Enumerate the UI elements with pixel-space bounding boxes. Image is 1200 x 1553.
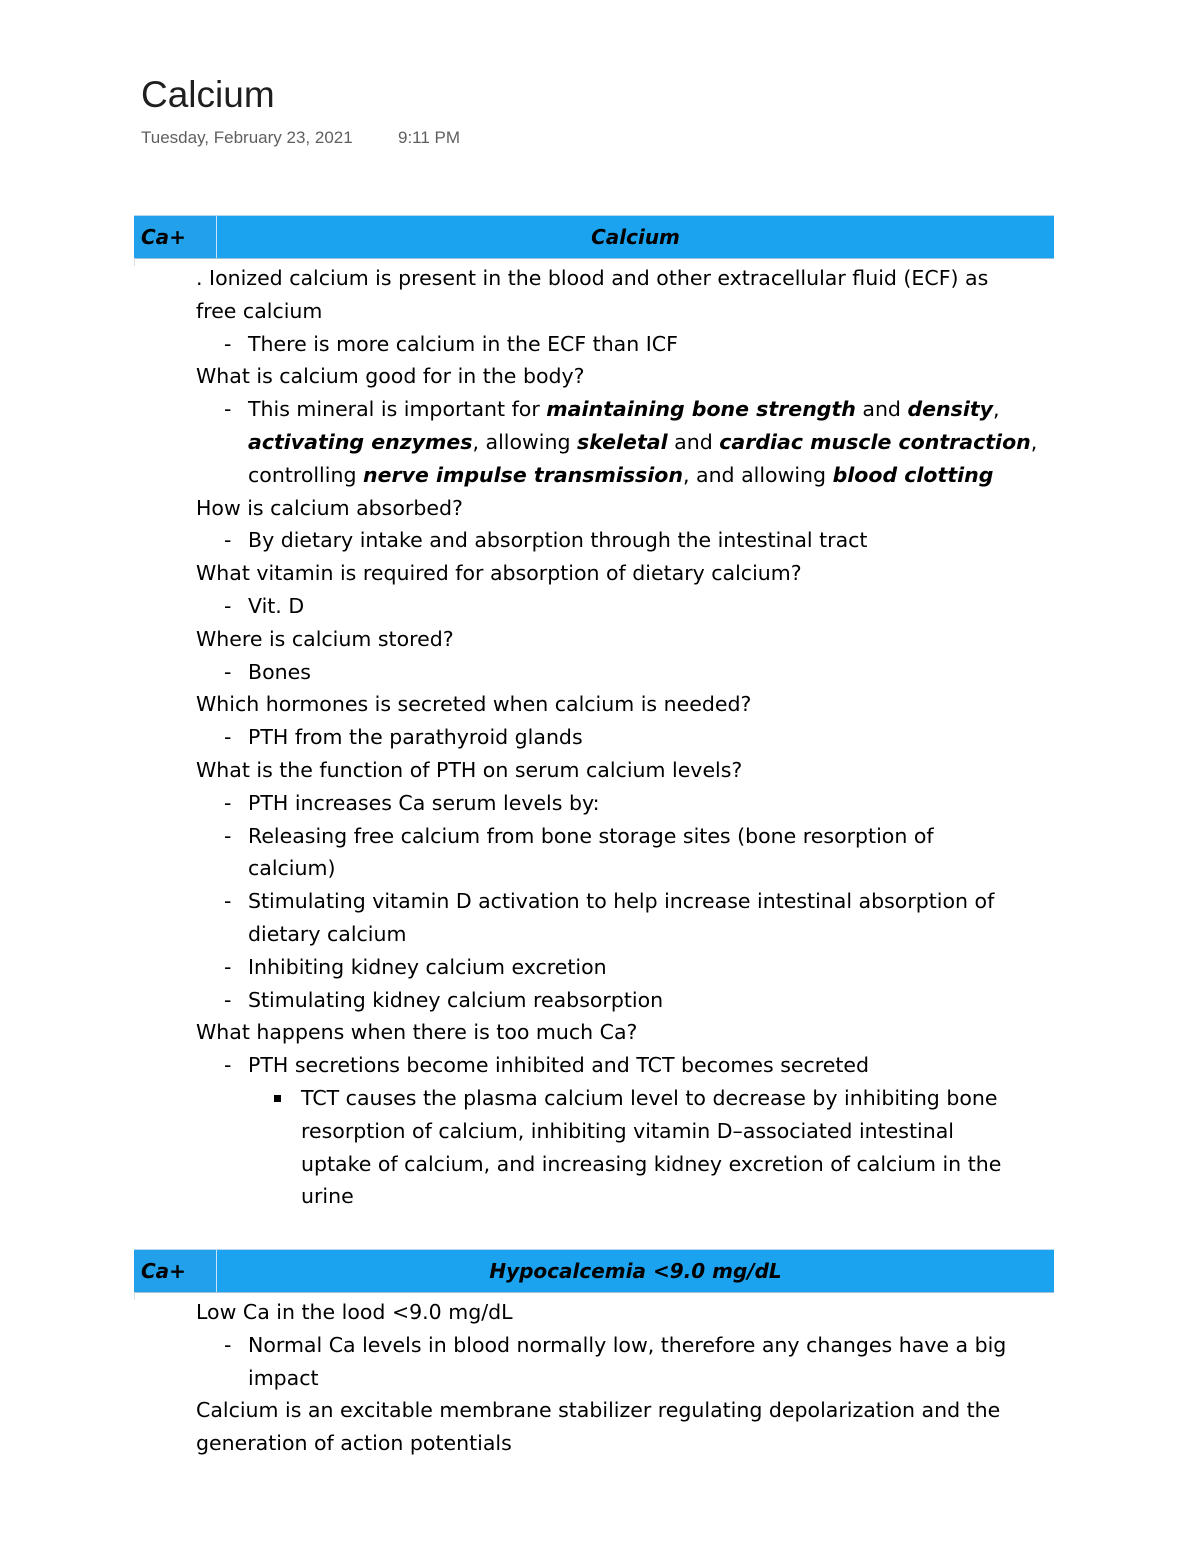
question-line: What vitamin is required for absorption of dietary calcium?: [196, 561, 802, 586]
sub-list-item-continuation: urine: [301, 1184, 354, 1209]
list-item: [196, 721, 1056, 754]
list-item-text: PTH from the parathyroid glands: [248, 725, 583, 750]
header-cell-left: Ca+: [134, 216, 216, 258]
list-item: [196, 885, 1056, 918]
dash-bullet: -: [224, 593, 232, 618]
list-item: [196, 524, 1056, 557]
question-line: What is the function of PTH on serum calcium levels?: [196, 757, 743, 782]
square-bullet-icon: [274, 1095, 281, 1102]
list-item-text: There is more calcium in the ECF than ICF: [248, 331, 678, 356]
sub-list-item-continuation: resorption of calcium, inhibiting vitamin D–associated intestinal: [301, 1118, 954, 1143]
list-item: [196, 1049, 1056, 1082]
list-item-continuation: activating enzymes, allowing skeletal and cardiac muscle contraction,: [248, 429, 1038, 454]
list-item-text: This mineral is important for maintaining bone strength and density,: [248, 397, 1000, 422]
dash-bullet: -: [224, 1053, 232, 1078]
hypocalcemia-section-header: [134, 1249, 1054, 1293]
note-line: Calcium is an excitable membrane stabilizer regulating depolarization and the: [196, 1398, 1001, 1423]
question-line: Which hormones is secreted when calcium is needed?: [196, 692, 752, 717]
table-border: [134, 258, 135, 266]
list-item-continuation: controlling nerve impulse transmission, and allowing blood clotting: [248, 462, 994, 487]
dash-bullet: -: [224, 889, 232, 914]
dash-bullet: -: [224, 954, 232, 979]
list-item-text: Inhibiting kidney calcium excretion: [248, 954, 607, 979]
list-item-text: Vit. D: [248, 593, 305, 618]
page-title: Calcium: [141, 74, 275, 115]
calcium-notes-body: [196, 262, 1056, 1213]
hypocalcemia-notes-body: [196, 1296, 1056, 1460]
header-cell-left: Ca+: [134, 1250, 216, 1292]
list-item: [196, 590, 1056, 623]
table-header-row: [134, 1249, 1054, 1293]
dash-bullet: -: [224, 659, 232, 684]
dash-bullet: -: [224, 528, 232, 553]
dash-bullet: -: [224, 725, 232, 750]
list-item: [196, 951, 1056, 984]
dash-bullet: -: [224, 823, 232, 848]
list-item: [196, 984, 1056, 1017]
header-cell-right: Calcium: [216, 216, 1054, 258]
calcium-section-header: [134, 215, 1054, 259]
dash-bullet: -: [224, 397, 232, 422]
dash-bullet: -: [224, 790, 232, 815]
list-item-continuation: dietary calcium: [248, 921, 407, 946]
note-line: . Ionized calcium is present in the blood and other extracellular fluid (ECF) as: [196, 266, 989, 290]
list-item: [196, 328, 1056, 361]
list-item-text: Normal Ca levels in blood normally low, therefore any changes have a big: [248, 1332, 1007, 1357]
sub-list-item-text: TCT causes the plasma calcium level to decrease by inhibiting bone: [301, 1085, 998, 1110]
list-item-text: By dietary intake and absorption through the intestinal tract: [248, 528, 868, 553]
note-line: free calcium: [196, 298, 323, 323]
list-item-text: Releasing free calcium from bone storage sites (bone resorption of: [248, 823, 934, 848]
note-line: Low Ca in the lood <9.0 mg/dL: [196, 1300, 513, 1324]
list-item-text: Stimulating kidney calcium reabsorption: [248, 987, 664, 1012]
dash-bullet: -: [224, 331, 232, 356]
list-item: [196, 820, 1056, 853]
list-item-text: PTH increases Ca serum levels by:: [248, 790, 600, 815]
table-header-row: [134, 215, 1054, 259]
note-time: 9:11 PM: [398, 128, 461, 147]
question-line: Where is calcium stored?: [196, 626, 454, 651]
list-item: [196, 656, 1056, 689]
question-line: What is calcium good for in the body?: [196, 364, 585, 389]
list-item: [196, 1329, 1056, 1362]
note-date: Tuesday, February 23, 2021: [141, 128, 353, 147]
list-item-continuation: calcium): [248, 856, 336, 881]
list-item-text: PTH secretions become inhibited and TCT becomes secreted: [248, 1053, 870, 1078]
note-line: generation of action potentials: [196, 1431, 512, 1456]
list-item: [196, 393, 1056, 426]
question-line: What happens when there is too much Ca?: [196, 1020, 638, 1045]
header-cell-right: Hypocalcemia <9.0 mg/dL: [216, 1250, 1054, 1292]
list-item-continuation: impact: [248, 1365, 319, 1390]
sub-list-item: [196, 1082, 1056, 1115]
list-item-text: Bones: [248, 659, 311, 684]
dash-bullet: -: [224, 1332, 232, 1357]
sub-list-item-continuation: uptake of calcium, and increasing kidney excretion of calcium in the: [301, 1151, 1002, 1176]
dash-bullet: -: [224, 987, 232, 1012]
question-line: How is calcium absorbed?: [196, 495, 463, 520]
list-item: [196, 787, 1056, 820]
list-item-text: Stimulating vitamin D activation to help increase intestinal absorption of: [248, 889, 995, 914]
table-border: [134, 1292, 135, 1300]
